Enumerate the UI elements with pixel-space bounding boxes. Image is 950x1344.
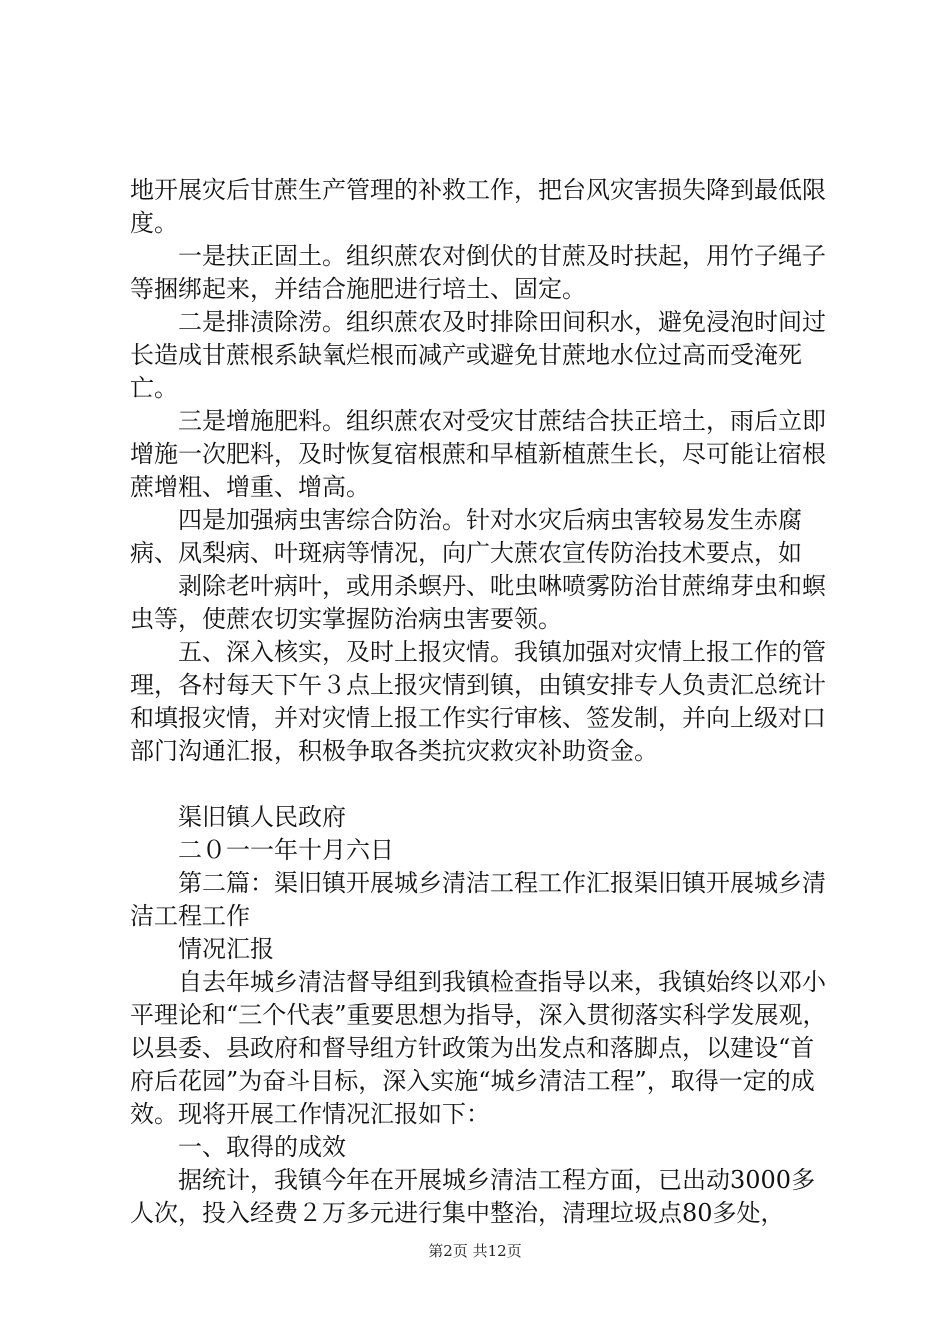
paragraph-section-5: 五、深入核实，及时上报灾情。我镇加强对灾情上报工作的管理，各村每天下午３点上报灾情到镇，由镇安排专人负责汇总统计和填报灾情，并对灾情上报工作实行审核、签发制，并向上级对口部门沟通汇报，积极争取各类抗灾救灾补助资金。	[130, 638, 826, 765]
signature-date: 二０一一年十月六日	[178, 836, 394, 864]
report-subtitle: 情况汇报	[178, 935, 274, 963]
paragraph-item-2: 二是排渍除涝。组织蔗农及时排除田间积水，避免浸泡时间过长造成甘蔗根系缺氧烂根而减产或避免甘蔗地水位过高而受淹死亡。	[130, 308, 826, 402]
page-footer: 第2页 共12页	[428, 1242, 522, 1260]
paragraph-item-1: 一是扶正固土。组织蔗农对倒伏的甘蔗及时扶起，用竹子绳子等捆绑起来，并结合施肥进行培土、固定。	[130, 242, 826, 303]
section-heading-achievements: 一、取得的成效	[178, 1133, 346, 1161]
paragraph-item-4-continued: 剥除老叶病叶，或用杀螟丹、吡虫啉喷雾防治甘蔗绵芽虫和螟虫等，使蔗农切实掌握防治病虫害要领。	[130, 572, 826, 633]
signature-organization: 渠旧镇人民政府	[178, 803, 346, 831]
document-body	[130, 174, 835, 1230]
chapter-heading: 第二篇：渠旧镇开展城乡清洁工程工作汇报渠旧镇开展城乡清洁工程工作	[130, 869, 826, 930]
paragraph-item-3: 三是增施肥料。组织蔗农对受灾甘蔗结合扶正培土，雨后立即增施一次肥料，及时恢复宿根蔗和早植新植蔗生长，尽可能让宿根蔗增粗、增重、增高。	[130, 407, 826, 501]
paragraph-item-4: 四是加强病虫害综合防治。针对水灾后病虫害较易发生赤腐病、凤梨病、叶斑病等情况，向广大蔗农宣传防治技术要点，如	[130, 506, 802, 567]
paragraph-continuation: 地开展灾后甘蔗生产管理的补救工作，把台风灾害损失降到最低限度。	[130, 176, 826, 237]
paragraph-statistics: 据统计，我镇今年在开展城乡清洁工程方面，已出动3000多人次，投入经费２万多元进行集中整治，清理垃圾点80多处，	[130, 1166, 816, 1227]
paragraph-intro: 自去年城乡清洁督导组到我镇检查指导以来，我镇始终以邓小平理论和“三个代表”重要思想为指导，深入贯彻落实科学发展观，以县委、县政府和督导组方针政策为出发点和落脚点，以建设“首府后花园”为奋斗目标，深入实施“城乡清洁工程”，取得一定的成效。现将开展工作情况汇报如下：	[130, 968, 827, 1128]
